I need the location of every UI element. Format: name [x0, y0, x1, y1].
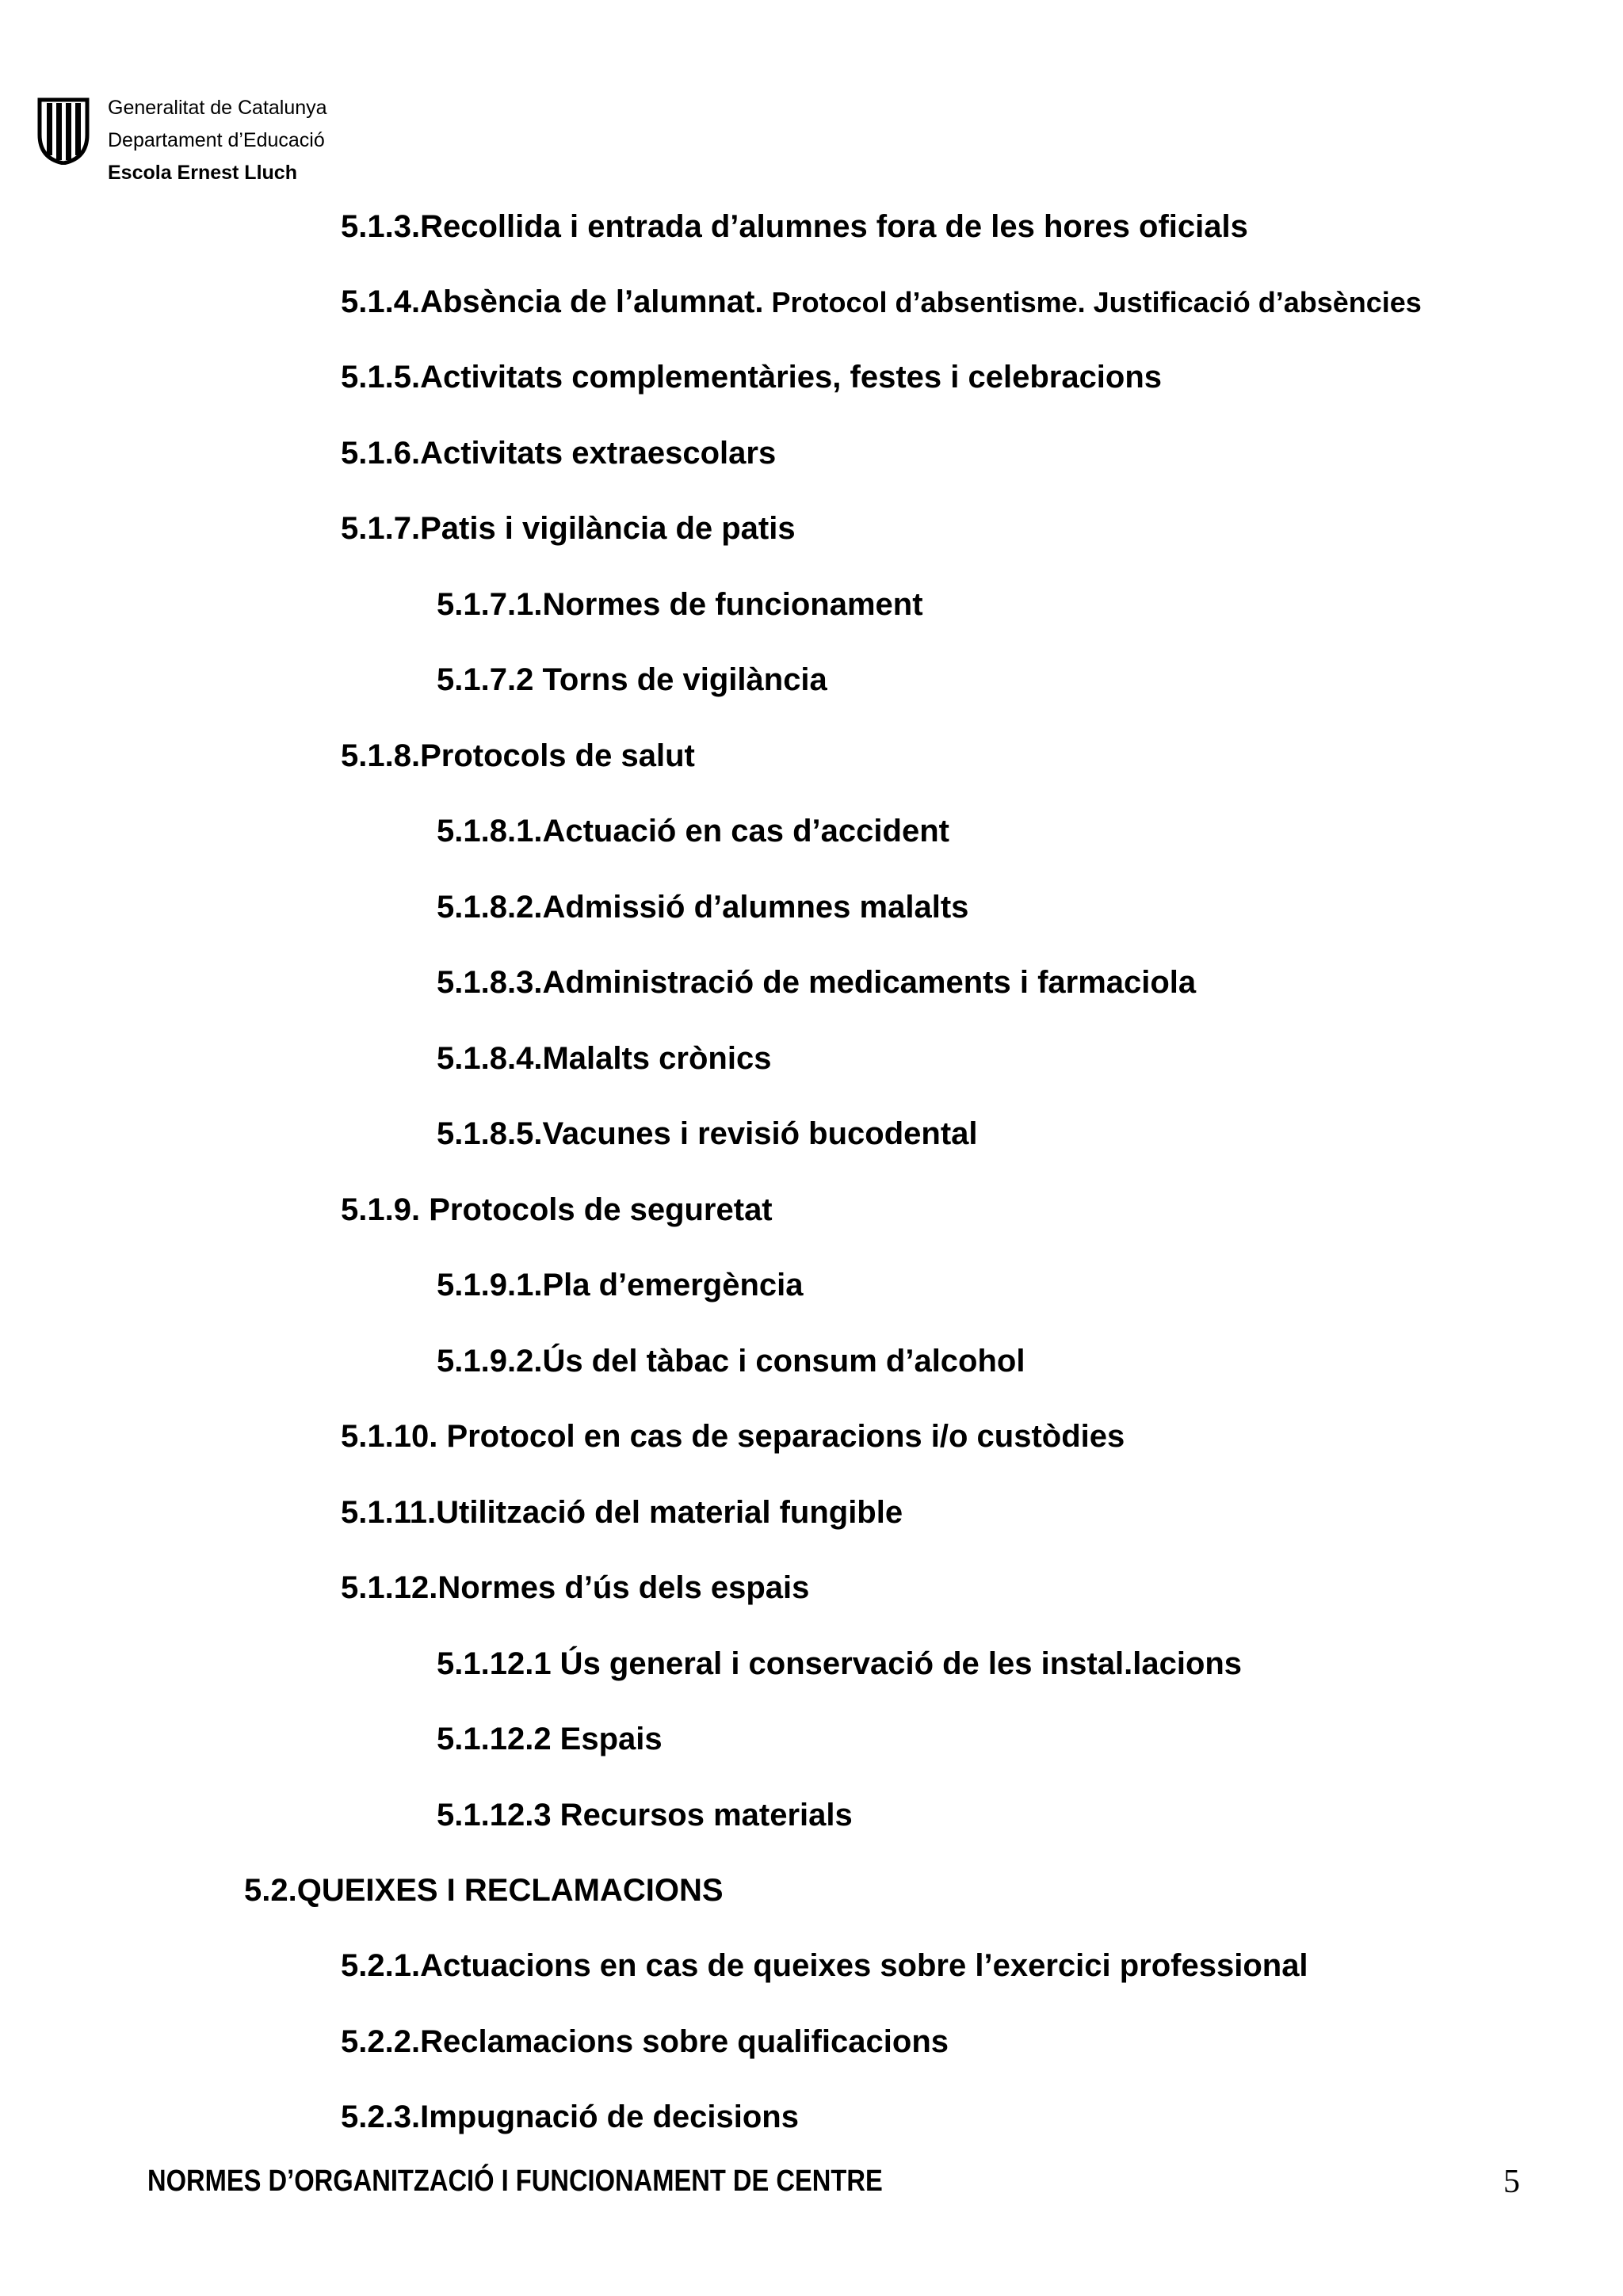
toc-entry: 5.2.1.Actuacions en cas de queixes sobre l’exercici professional [341, 1948, 1308, 1983]
toc-entry: 5.1.8.1.Actuació en cas d’accident [437, 814, 949, 849]
toc-entry: 5.1.7.1.Normes de funcionament [437, 587, 923, 622]
toc-entry: 5.1.8.Protocols de salut [341, 738, 695, 773]
page-number: 5 [1503, 2164, 1520, 2200]
toc-section-heading: 5.2.QUEIXES I RECLAMACIONS [244, 1873, 724, 1908]
toc-entry: 5.1.12.3 Recursos materials [437, 1798, 853, 1833]
toc-entry: 5.1.11.Utilització del material fungible [341, 1495, 903, 1530]
toc-entry: 5.1.7.2 Torns de vigilància [437, 662, 827, 697]
toc-entry: 5.2.3.Impugnació de decisions [341, 2100, 799, 2134]
toc-entry: 5.1.7.Patis i vigilància de patis [341, 511, 796, 546]
toc-entry: 5.1.12.1 Ús general i conservació de les instal.lacions [437, 1646, 1243, 1681]
letterhead [35, 92, 327, 189]
toc-entry: 5.1.3.Recollida i entrada d’alumnes fora de les hores oficials [341, 209, 1248, 244]
school-name: Escola Ernest Lluch [108, 162, 297, 184]
toc-entry: 5.1.9.1.Pla d’emergència [437, 1268, 804, 1302]
toc-entry: 5.1.6.Activitats extraescolars [341, 436, 777, 471]
toc-entry: 5.1.8.2.Admissió d’alumnes malalts [437, 890, 969, 925]
footer-document-title: NORMES D’ORGANITZACIÓ I FUNCIONAMENT DE CENTRE [147, 2164, 883, 2198]
toc-entry: 5.1.8.5.Vacunes i revisió bucodental [437, 1116, 978, 1151]
toc-entry: 5.1.12.Normes d’ús dels espais [341, 1570, 810, 1605]
toc-entry: 5.1.8.3.Administració de medicaments i farmaciola [437, 965, 1197, 1000]
toc-entry: 5.1.8.4.Malalts crònics [437, 1041, 772, 1076]
government-name: Generalitat de Catalunya [108, 97, 327, 119]
department-name: Departament d’Educació [108, 129, 325, 151]
letterhead-text [108, 92, 327, 189]
toc-entry: 5.2.2.Reclamacions sobre qualificacions [341, 2024, 949, 2059]
toc-entry: 5.1.9.2.Ús del tàbac i consum d’alcohol [437, 1344, 1025, 1379]
generalitat-logo-icon [35, 95, 92, 165]
toc-entry: 5.1.5.Activitats complementàries, festes i celebracions [341, 360, 1163, 395]
toc-entry: 5.1.10. Protocol en cas de separacions i/o custòdies [341, 1419, 1125, 1454]
toc-entry: 5.1.4.Absència de l’alumnat. Protocol d’absentisme. Justificació d’absències [341, 284, 1422, 319]
toc-entry: 5.1.9. Protocols de seguretat [341, 1192, 773, 1227]
toc-entry: 5.1.12.2 Espais [437, 1722, 663, 1756]
